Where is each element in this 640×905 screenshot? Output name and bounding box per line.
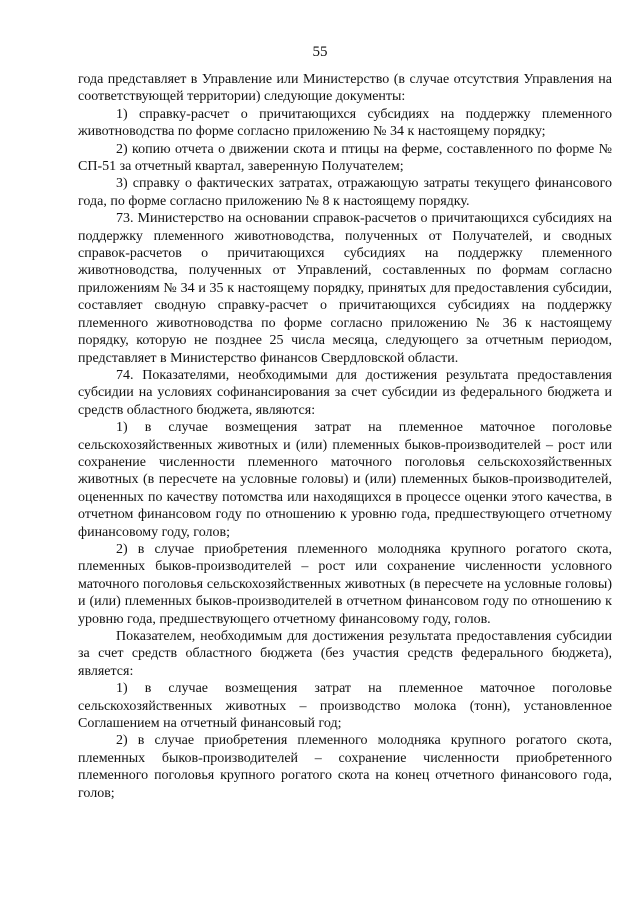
paragraph-indicator-item-2: 2) в случае приобретения племенного молодняка крупного рогатого скота, племенных быков-производителей – сохранение численности приобретенного племенного поголовья крупного рогатого скота на конец отчетного финансового года, голов; [78,733,612,801]
paragraph-clause-74-item-1: 1) в случае возмещения затрат на племенное маточное поголовье сельскохозяйственных животных и (или) племенных быков-производителей – рост или сохранение численности племенного маточного поголовья сельскохозяйственных животных (в пересчете на условные головы) и (или) племенных быков-производителей, оцененных по качеству потомства или находящихся в процессе оценки этого качества, в отчетном финансовом году по отношению к уровню года, предшествующего отчетному финансовому году, голов; [78,420,612,540]
paragraph-item-2-kopiya-otcheta: 2) копию отчета о движении скота и птицы на ферме, составленного по форме № СП-51 за отчетный квартал, заверенную Получателем; [78,141,612,175]
paragraph-continuation: года представляет в Управление или Министерство (в случае отсутствия Управления на соответствующей территории) следующие документы: [78,72,612,105]
paragraph-item-1-spravka-raschet: 1) справку-расчет о причитающихся субсидиях на поддержку племенного животноводства по форме согласно приложению № 34 к настоящему порядку; [78,106,612,140]
paragraph-clause-74-item-2: 2) в случае приобретения племенного молодняка крупного рогатого скота, племенных быков-производителей – рост или сохранение численности условного маточного поголовья сельскохозяйственных животных (в пересчете на условные головы) и (или) племенных быков-производителей в отчетном финансовом году по отношению к уровню года, предшествующего отчетному финансовому году, голов. [78,541,612,627]
paragraph-clause-73: 73. Министерство на основании справок-расчетов о причитающихся субсидиях на поддержку племенного животноводства, полученных от Получателей, и сводных справок-расчетов о причитающихся субсидиях на поддержку племенного животноводства, полученных от Управлений, составленных по формам согласно приложениям № 34 и 35 к настоящему порядку, принятых для предоставления субсидии, составляет сводную справку-расчет о причитающихся субсидиях на поддержку племенного животноводства по форме согласно приложению № 36 к настоящему порядку, которую не позднее 25 числа месяца, следующего за отчетным периодом, представляет в Министерство финансов Свердловской области. [78,211,612,366]
paragraph-item-3-spravka-zatraty: 3) справку о фактических затратах, отражающую затраты текущего финансового года, по форме согласно приложению № 8 к настоящему порядку. [78,176,612,209]
page-number: 55 [312,44,328,60]
body-text [78,71,612,802]
paragraph-clause-74: 74. Показателями, необходимыми для достижения результата предоставления субсидии на условиях софинансирования за счет субсидии из федерального бюджета и средств областного бюджета, являются: [78,367,612,418]
paragraph-indicator-regional: Показателем, необходимым для достижения результата предоставления субсидии за счет средств областного бюджета (без участия средств федерального бюджета), является: [78,629,612,679]
paragraph-indicator-item-1: 1) в случае возмещения затрат на племенное маточное поголовье сельскохозяйственных животных – производство молока (тонн), установленное Соглашением на отчетный финансовый год; [78,681,612,732]
